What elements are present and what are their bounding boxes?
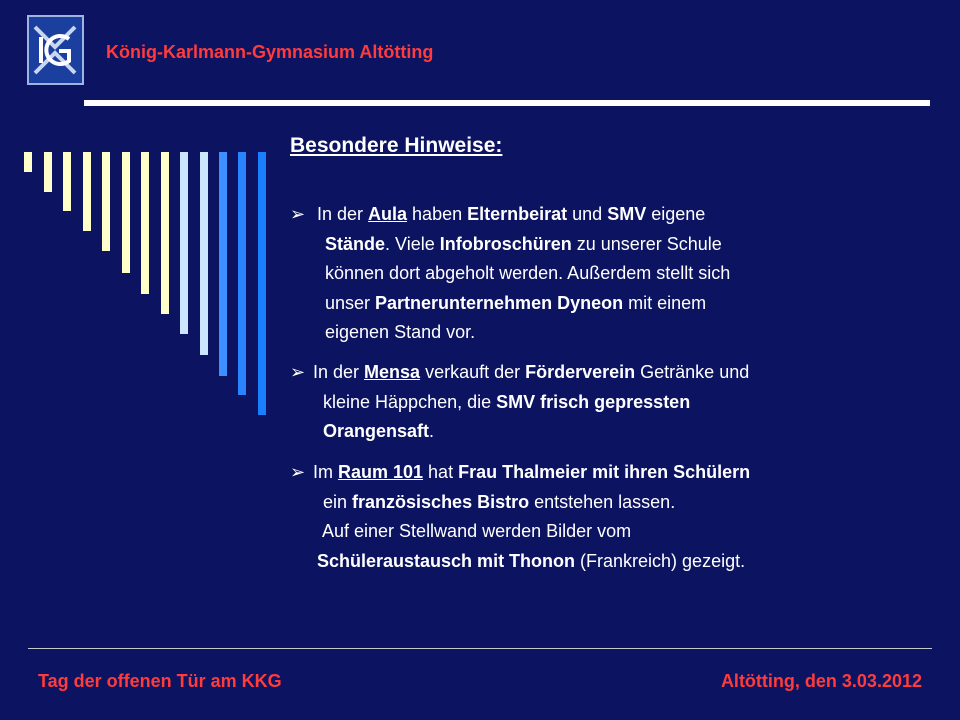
bar [161, 152, 169, 314]
arrow-bullet-icon: ➢ [290, 204, 306, 224]
decorative-bars [0, 0, 280, 420]
bottom-divider [28, 648, 932, 649]
bullet-line: können dort abgeholt werden. Außerdem stellt sich [325, 263, 731, 283]
bullet-mensa [290, 358, 749, 447]
bullet-line: In der Aula haben Elternbeirat und SMV eigene [317, 204, 706, 224]
bullet-raum-101 [290, 458, 750, 576]
bullet-line: eigenen Stand vor. [325, 322, 476, 342]
bar [219, 152, 227, 376]
bullet-line: In der Mensa verkauft der Förderverein Getränke und [313, 362, 750, 382]
footer-event: Tag der offenen Tür am KKG [38, 671, 282, 691]
bullet-aula [290, 200, 730, 348]
bar [122, 152, 130, 273]
school-name: König-Karlmann-Gymnasium Altötting [106, 42, 434, 62]
bar [24, 152, 32, 172]
bar [44, 152, 52, 192]
bullet-line: Orangensaft. [323, 421, 435, 441]
bullet-line: Im Raum 101 hat Frau Thalmeier mit ihren Schülern [313, 462, 751, 482]
bullet-line: Stände. Viele Infobroschüren zu unserer Schule [325, 233, 722, 254]
bar [63, 152, 71, 211]
bar [141, 152, 149, 294]
arrow-bullet-icon: ➢ [290, 362, 306, 382]
bullet-line: Schüleraustausch mit Thonon (Frankreich) gezeigt. [317, 550, 746, 571]
bullet-line: unser Partnerunternehmen Dyneon mit einem [325, 292, 707, 313]
bar [258, 152, 266, 415]
bar [200, 152, 208, 355]
bullet-line: kleine Häppchen, die SMV frisch gepressten [323, 391, 691, 412]
bullet-line: ein französisches Bistro entstehen lassen. [323, 491, 676, 512]
bar [102, 152, 110, 251]
bullet-line: Auf einer Stellwand werden Bilder vom [322, 521, 632, 541]
arrow-bullet-icon: ➢ [290, 462, 306, 482]
footer-date: Altötting, den 3.03.2012 [720, 671, 922, 691]
bar [238, 152, 246, 395]
bar [180, 152, 188, 334]
section-title: Besondere Hinweise: [290, 134, 503, 157]
bar [83, 152, 91, 231]
